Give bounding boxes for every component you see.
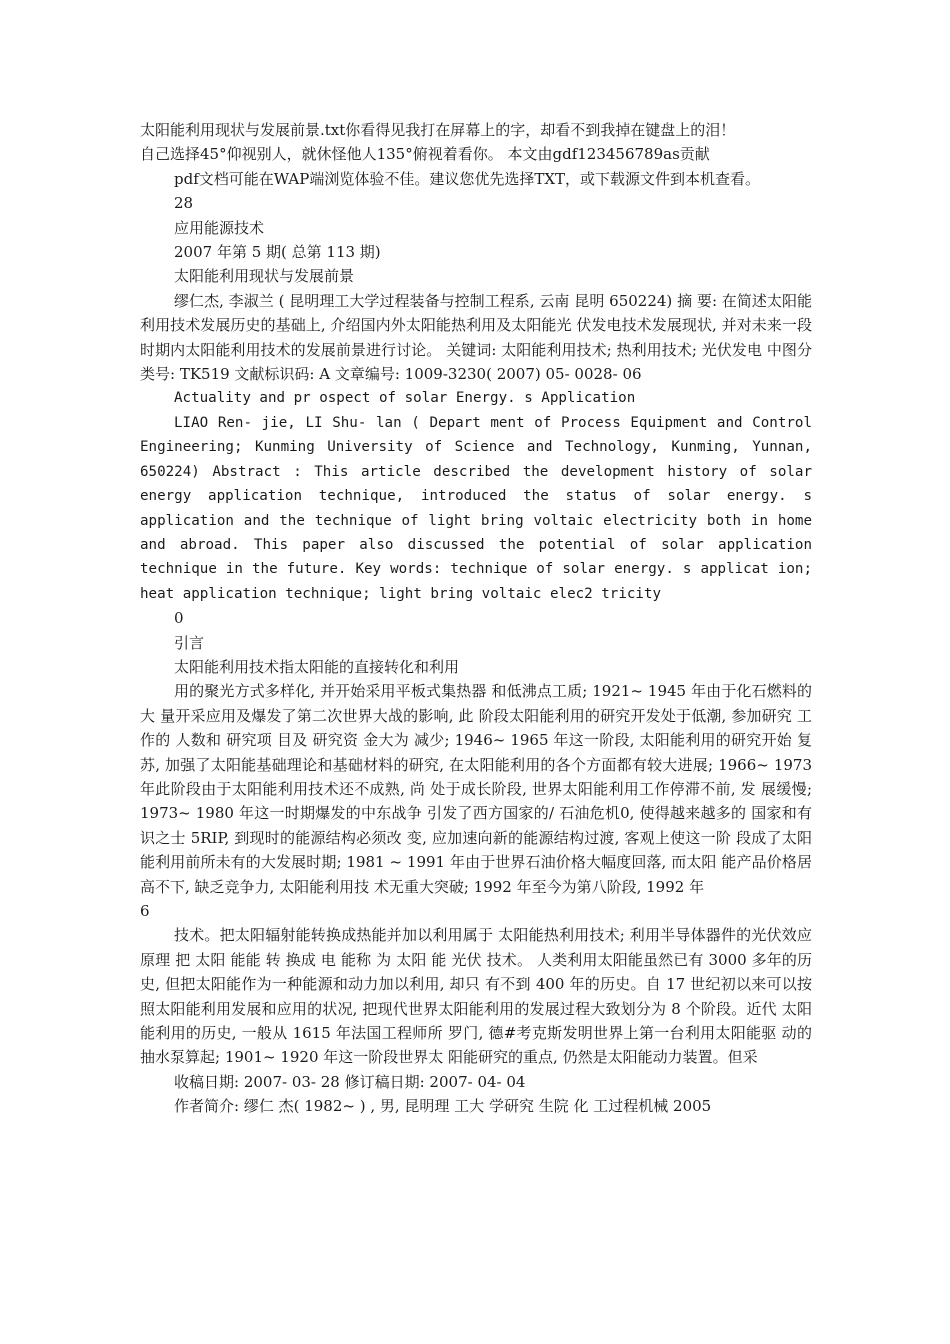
abstract-en: LIAO Ren- jie, LI Shu- lan ( Depart ment of Process Equipment and Control Engineering; Kunming University of Science and Technology, Kunming, Yunnan, 650224) Abstract : This article described the development history of solar energy application technique, introduced the status of solar energy. s application and the technique of light bring voltaic electricity both in home and abroad. This paper also discussed the potential of solar application technique in the future. Key words: technique of solar energy. s applicat ion; heat application technique; light bring voltaic elec2 tricity [140,414,812,602]
author-bio: 作者简介: 缪仁 杰( 1982~ ) , 男, 昆明理 工大 学研究 生院 化 工过程机械 2005 [174,1097,712,1116]
header-line-1: 太阳能利用现状与发展前景.txt你看得见我打在屏幕上的字，却看不到我掉在键盘上的泪！ [140,121,736,139]
intro-technology-paragraph: 技术。把太阳辐射能转换成热能并加以利用属于 太阳能热利用技术; 利用半导体器件的光伏效应 原理 把 太阳 能能 转 换成 电 能称 为 太阳 能 光伏 技术。 人类利用太阳能虽然已有 3000 多年的历史, 但把太阳能作为一种能源和动力加以利用, 却只 有不到 400 年的历史。自 17 世纪初以来可以按 照太阳能利用发展和应用的状况, 把现代世界太阳能利用的发展过程大致划分为 8 个阶段。近代 太阳能利用的历史, 一般从 1615 年法国工程师所 罗门, 德#考克斯发明世界上第一台利用太阳能驱 动的抽水泵算起; 1901~ 1920 年这一阶段世界太 阳能研究的重点, 仍然是太阳能动力装置。但采 [140,926,812,1067]
pdf-notice: pdf文档可能在WAP端浏览体验不佳。建议您优先选择TXT，或下载源文件到本机查看。 [174,169,761,188]
section-title: 引言 [174,633,205,652]
journal-issue: 2007 年第 5 期( 总第 113 期) [174,243,381,262]
section-number: 0 [174,609,184,628]
intro-first-line: 太阳能利用技术指太阳能的直接转化和利用 [174,657,460,676]
journal-name: 应用能源技术 [174,218,265,237]
article-title-en: Actuality and pr ospect of solar Energy. s Application [174,390,636,407]
intro-history-paragraph: 用的聚光方式多样化, 并开始采用平板式集热器 和低沸点工质; 1921~ 1945 年由于化石燃料的大 量开采应用及爆发了第二次世界大战的影响, 此 阶段太阳能利用的研究开发处于低潮, 参加研究 工作的 人数和 研究项 目及 研究资 金大为 减少; 1946~ 1965 年这一阶段, 太阳能利用的研究开始 复苏, 加强了太阳能基础理论和基础材料的研究, 在太阳能利用的各个方面都有较大进展; 1966~ 1973 年此阶段由于太阳能利用技术还不成熟, 尚 处于成长阶段, 世界太阳能利用工作停滞不前, 发 展缓慢; 1973~ 1980 年这一时期爆发的中东战争 引发了西方国家的/ 石油危机0, 使得越来越多的 国家和有识之士 5RIP, 到现时的能源结构必须改 变, 应加速向新的能源结构过渡, 客观上使这一阶 段成了太阳能利用前所未有的大发展时期; 1981 ~ 1991 年由于世界石油价格大幅度回落, 而太阳 能产品价格居高不下, 缺乏竞争力, 太阳能利用技 术无重大突破; 1992 年至今为第八阶段, 1992 年 [140,682,812,896]
page-number-6: 6 [140,902,150,920]
authors-abstract-cn: 缪仁杰, 李淑兰 ( 昆明理工大学过程装备与控制工程系, 云南 昆明 650224) 摘 要: 在简述太阳能利用技术发展历史的基础上, 介绍国内外太阳能热利用及太阳能光 伏发电技术发展现状, 并对未来一段时期内太阳能利用技术的发展前景进行讨论。 关键词: 太阳能利用技术; 热利用技术; 光伏发电 中图分类号: TK519 文献标识码: A 文章编号: 1009-3230( 2007) 05- 0028- 06 [140,291,812,384]
header-line-2: 自己选择45°仰视别人，就休怪他人135°俯视着看你。 本文由gdf123456789as贡献 [140,145,710,164]
received-date: 收稿日期: 2007- 03- 28 修订稿日期: 2007- 04- 04 [174,1072,526,1091]
header-text [140,118,812,167]
article-title-cn: 太阳能利用现状与发展前景 [174,267,355,286]
page-number: 28 [174,194,194,213]
document-page [140,118,812,1119]
